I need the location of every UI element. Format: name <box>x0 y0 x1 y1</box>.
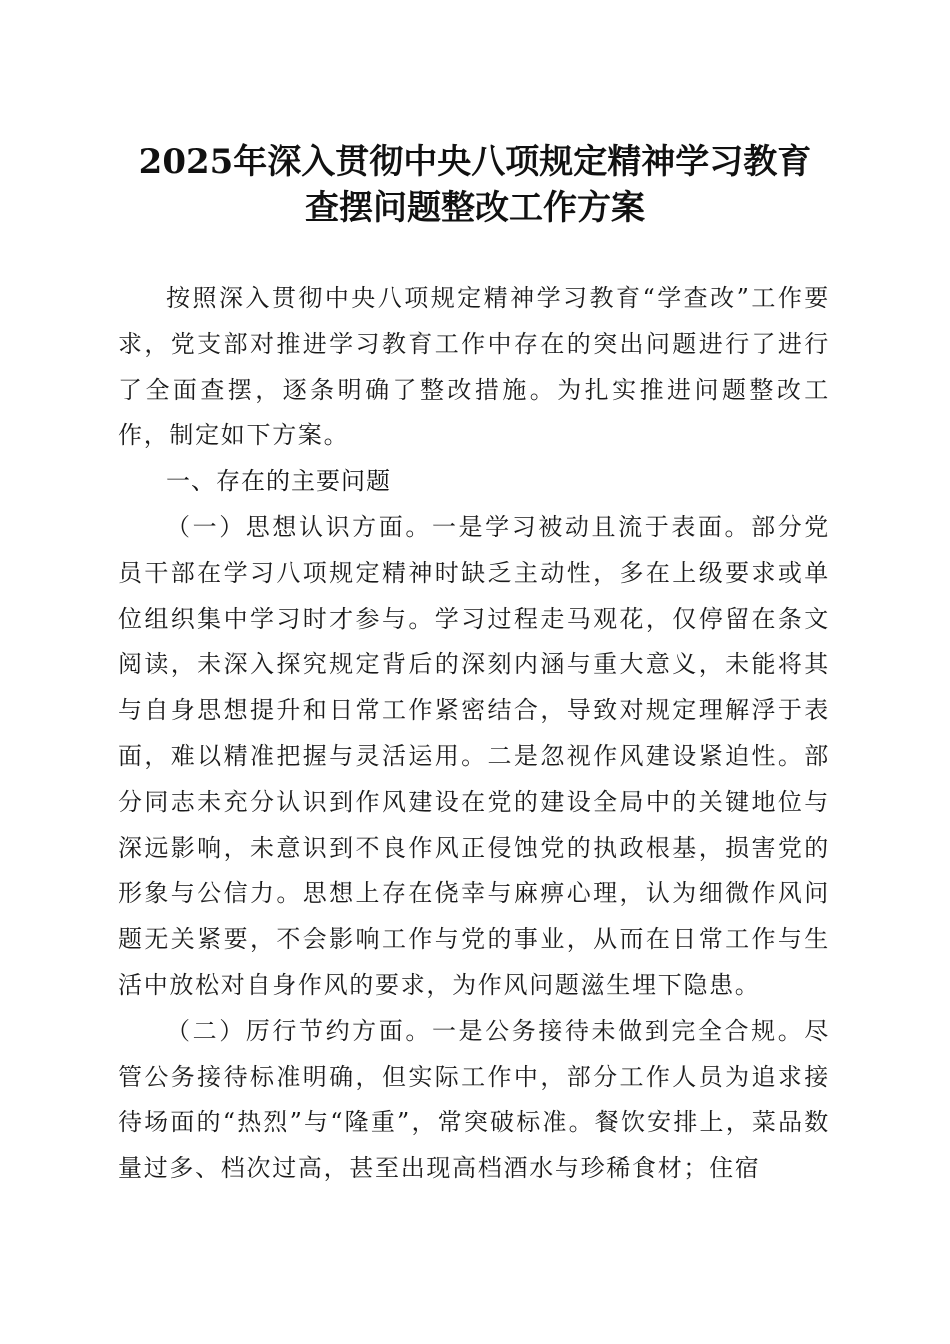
document-body <box>118 276 830 1192</box>
intro-paragraph: 按照深入贯彻中央八项规定精神学习教育“学查改”工作要求，党支部对推进学习教育工作中存在的突出问题进行了进行了全面查摆，逐条明确了整改措施。为扎实推进问题整改工作，制定如下方案。 <box>118 284 830 450</box>
section-heading-1: 一、存在的主要问题 <box>166 467 391 496</box>
document-title-line-1: 2025年深入贯彻中央八项规定精神学习教育 <box>138 142 812 182</box>
document-title-line-2: 查摆问题整改工作方案 <box>305 188 645 228</box>
paragraph-ideological-awareness: （一）思想认识方面。一是学习被动且流于表面。部分党员干部在学习八项规定精神时缺乏主动性，多在上级要求或单位组织集中学习时才参与。学习过程走马观花，仅停留在条文阅读，未深入探究规定背后的深刻内涵与重大意义，未能将其与自身思想提升和日常工作紧密结合，导致对规定理解浮于表面，难以精准把握与灵活运用。二是忽视作风建设紧迫性。部分同志未充分认识到作风建设在党的建设全局中的关键地位与深远影响，未意识到不良作风正侵蚀党的执政根基，损害党的形象与公信力。思想上存在侥幸与麻痹心理，认为细微作风问题无关紧要，不会影响工作与党的事业，从而在日常工作与生活中放松对自身作风的要求，为作风问题滋生埋下隐患。 <box>118 512 830 999</box>
paragraph-frugality: （二）厉行节约方面。一是公务接待未做到完全合规。尽管公务接待标准明确，但实际工作中，部分工作人员为追求接待场面的“热烈”与“隆重”，常突破标准。餐饮安排上，菜品数量过多、档次过高，甚至出现高档酒水与珍稀食材；住宿 <box>118 1016 830 1183</box>
